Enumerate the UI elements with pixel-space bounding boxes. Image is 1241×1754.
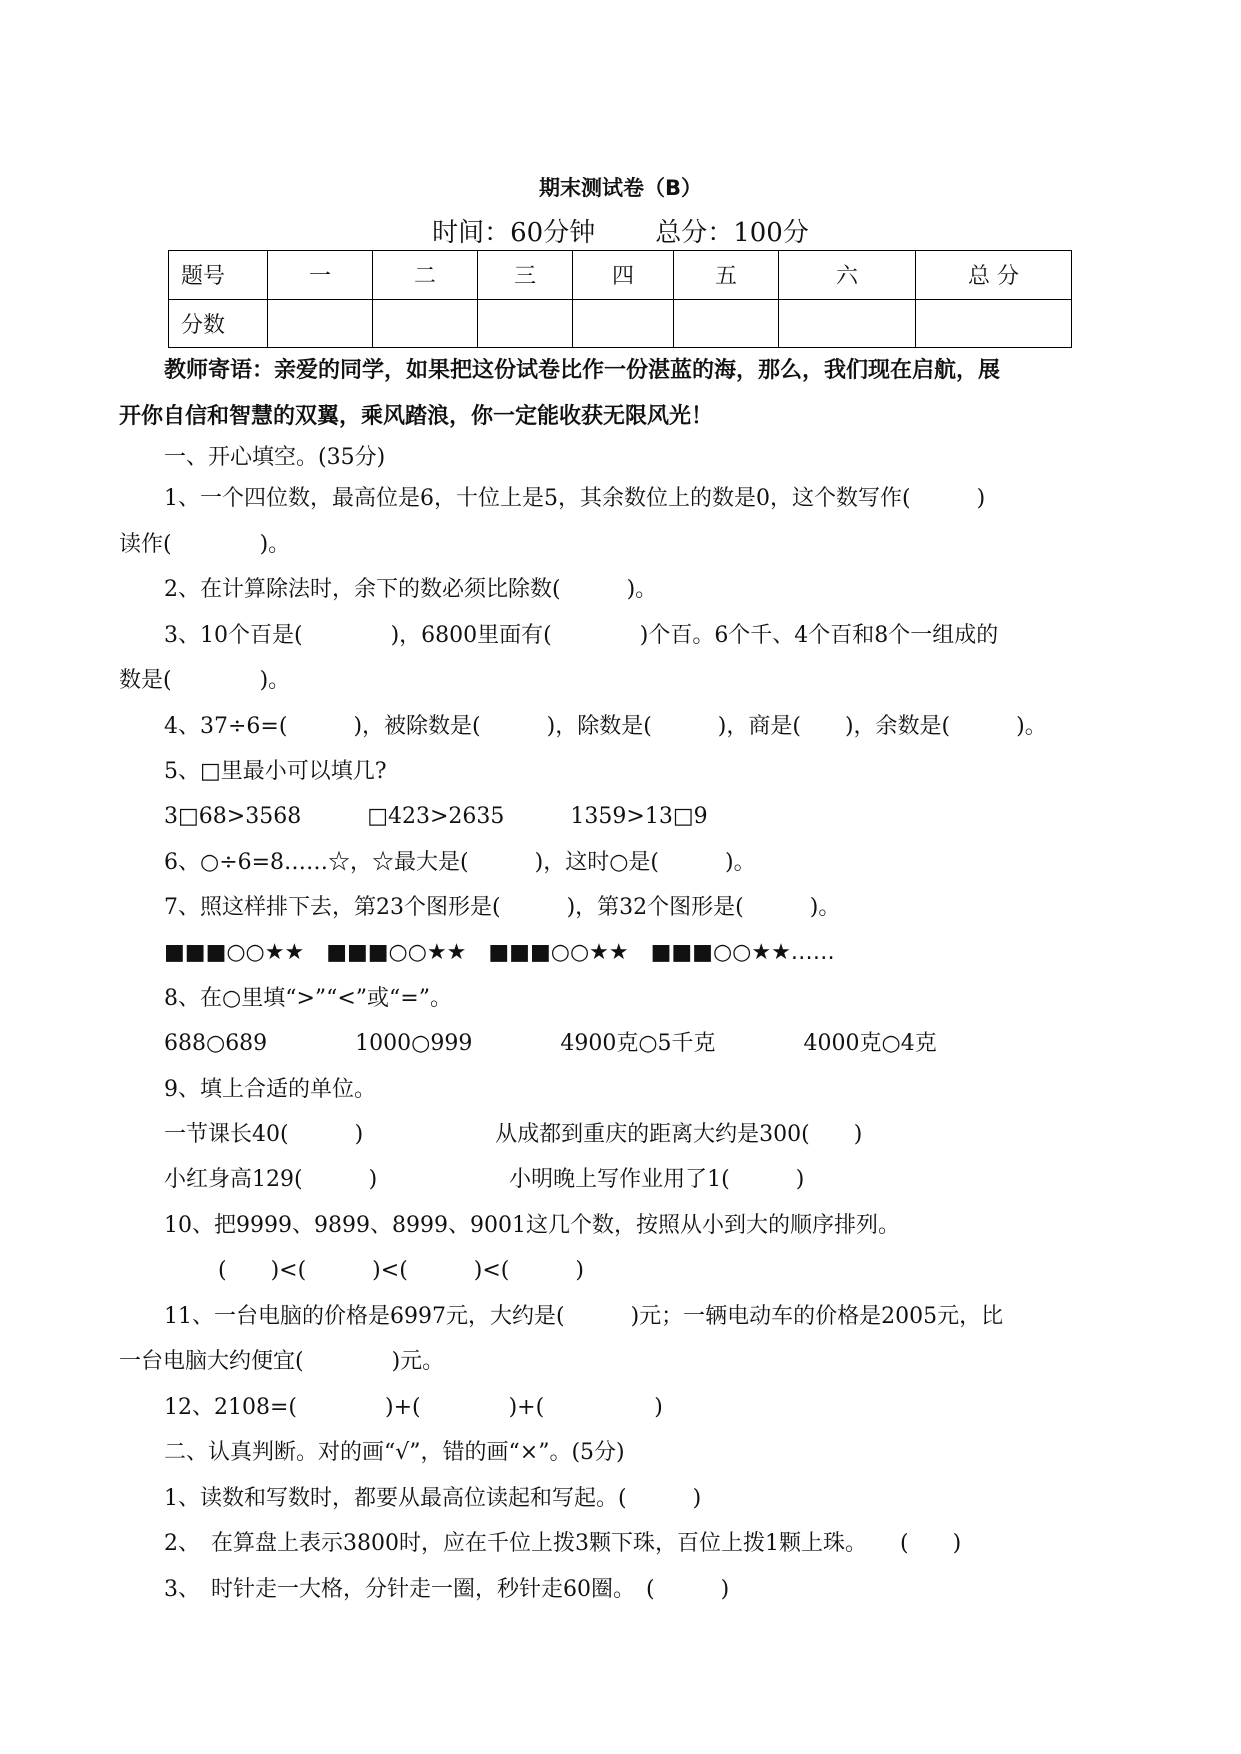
teacher-message-line-1: 教师寄语：亲爱的同学，如果把这份试卷比作一份湛蓝的海，那么，我们现在启航，展 (164, 358, 1001, 383)
score-cell[interactable] (478, 299, 573, 348)
score-header-cell: 二 (373, 251, 478, 300)
time-and-total (0, 212, 1241, 249)
teacher-message-line-2: 开你自信和智慧的双翼，乘风踏浪，你一定能收获无限风光！ (119, 404, 714, 429)
question-line: 8、在○里填“>”“<”或“=”。 (164, 986, 452, 1011)
question-line: 3、10个百是( )，6800里面有( )个百。6个千、4个百和8个一组成的 (164, 623, 999, 648)
question-line: 数是( )。 (119, 668, 291, 693)
score-header-cell: 四 (573, 251, 674, 300)
question-line: 1、一个四位数，最高位是6，十位上是5，其余数位上的数是0，这个数写作( ) (164, 486, 986, 511)
question-line: 读作( )。 (119, 532, 291, 557)
score-row-label: 分数 (169, 299, 268, 348)
score-table-header-row (169, 251, 1072, 300)
question-line: 3□68>3568 □423>2635 1359>13□9 (164, 804, 708, 829)
score-cell[interactable] (674, 299, 779, 348)
question-line: 11、一台电脑的价格是6997元，大约是( )元；一辆电动车的价格是2005元，比 (164, 1304, 1004, 1329)
score-table (168, 250, 1072, 348)
total-text: 总分：100分 (655, 218, 809, 248)
question-line: 一台电脑大约便宜( )元。 (119, 1349, 445, 1374)
question-line: 10、把9999、9899、8999、9001这几个数，按照从小到大的顺序排列。 (164, 1213, 900, 1238)
pattern-line: ■■■○○★★ ■■■○○★★ ■■■○○★★ ■■■○○★★…… (164, 940, 835, 965)
time-text: 时间：60分钟 (432, 218, 596, 248)
score-header-cell: 六 (779, 251, 916, 300)
question-line: 9、填上合适的单位。 (164, 1077, 376, 1102)
question-line: 688○689 1000○999 4900克○5千克 4000克○4克 (164, 1031, 937, 1056)
page-title: 期末测试卷（B） (538, 176, 702, 200)
score-header-cell: 三 (478, 251, 573, 300)
score-cell[interactable] (916, 299, 1072, 348)
question-line: 12、2108=( )+( )+( ) (164, 1395, 663, 1420)
score-header-cell: 题号 (169, 251, 268, 300)
score-cell[interactable] (268, 299, 373, 348)
question-line: 6、○÷6=8……☆，☆最大是( )，这时○是( )。 (164, 850, 756, 875)
score-header-cell: 一 (268, 251, 373, 300)
question-line: 一节课长40( ) 从成都到重庆的距离大约是300( ) (164, 1122, 863, 1147)
question-line: 小红身高129( ) 小明晚上写作业用了1( ) (164, 1167, 805, 1192)
question-line: 4、37÷6=( )，被除数是( )，除数是( )，商是( )，余数是( )。 (164, 714, 1047, 739)
judgment-line: 3、 时针走一大格，分针走一圈，秒针走60圈。 ( ) (164, 1577, 730, 1602)
section-1-heading: 一、开心填空。(35分) (164, 445, 386, 470)
question-line: ( )<( )<( )<( ) (218, 1258, 584, 1283)
score-cell[interactable] (573, 299, 674, 348)
question-line: 2、在计算除法时，余下的数必须比除数( )。 (164, 577, 658, 602)
question-line: 7、照这样排下去，第23个图形是( )，第32个图形是( )。 (164, 895, 841, 920)
judgment-line: 2、 在算盘上表示3800时，应在千位上拨3颗下珠，百位上拨1颗上珠。 ( ) (164, 1531, 962, 1556)
score-table-score-row (169, 299, 1072, 348)
score-cell[interactable] (373, 299, 478, 348)
score-header-cell: 五 (674, 251, 779, 300)
score-cell[interactable] (779, 299, 916, 348)
section-2-heading: 二、认真判断。对的画“√”，错的画“×”。(5分) (164, 1440, 625, 1465)
score-header-cell: 总 分 (916, 251, 1072, 300)
question-line: 5、□里最小可以填几? (164, 759, 387, 784)
judgment-line: 1、读数和写数时，都要从最高位读起和写起。( ) (164, 1486, 702, 1511)
